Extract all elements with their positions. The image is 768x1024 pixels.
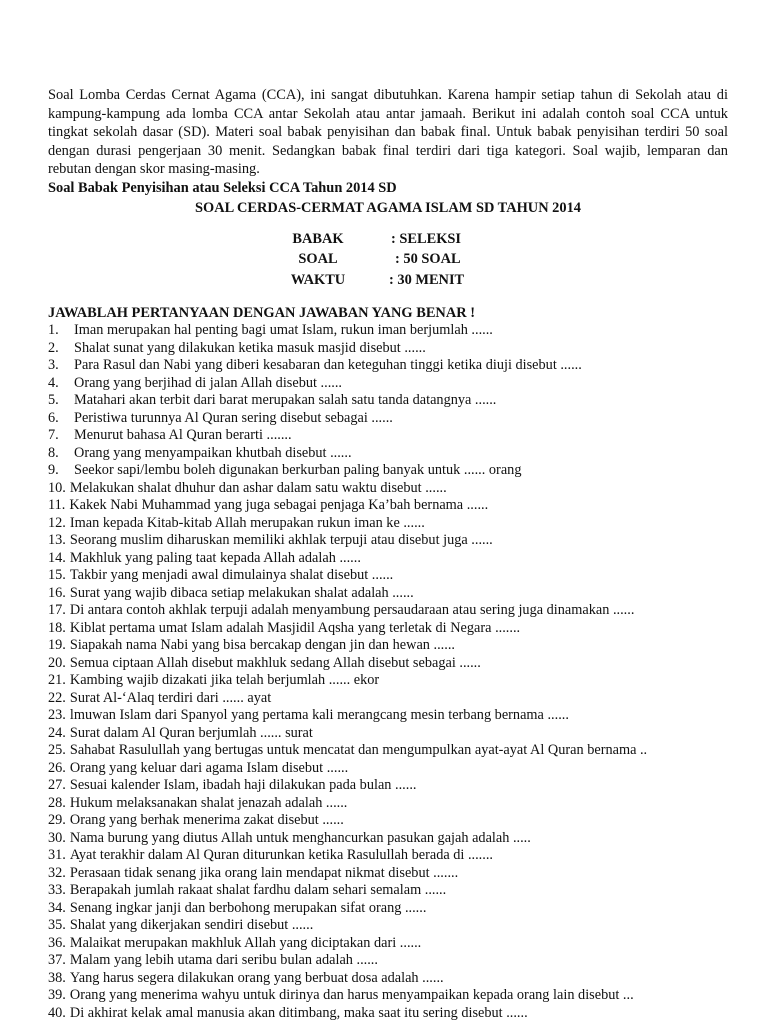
question-item	[48, 602, 728, 620]
question-item	[48, 322, 728, 340]
question-number: 27.	[48, 777, 66, 794]
question-number: 11.	[48, 497, 66, 514]
question-text: Surat yang wajib dibaca setiap melakukan shalat adalah ......	[69, 584, 414, 601]
question-number: 19.	[48, 637, 66, 654]
question-number: 18.	[48, 619, 66, 636]
question-text: Kakek Nabi Muhammad yang juga sebagai penjaga Ka’bah bernama ......	[69, 497, 489, 514]
question-item	[48, 917, 728, 935]
question-text: Peristiwa turunnya Al Quran sering disebut sebagai ......	[74, 409, 393, 426]
intro-line: untuk tingkat sekolah dasar (SD). Materi soal babak penyisihan dan babak final. Untuk babak penyisihan terdiri	[48, 105, 728, 141]
question-text: Perasaan tidak senang jika orang lain mendapat nikmat disebut .......	[69, 864, 459, 881]
question-number: 5.	[48, 392, 59, 409]
question-item	[48, 952, 728, 970]
question-text: Iman kepada Kitab-kitab Allah merupakan rukun iman ke ......	[69, 514, 425, 531]
question-text: Sesuai kalender Islam, ibadah haji dilakukan pada bulan ......	[69, 777, 417, 794]
meta-value: : 30 MENIT	[389, 271, 465, 288]
question-item	[48, 672, 728, 690]
question-item	[48, 550, 728, 568]
question-text: Malam yang lebih utama dari seribu bulan adalah ......	[69, 952, 378, 969]
question-item	[48, 655, 728, 673]
question-item	[48, 865, 728, 883]
question-text: Siapakah nama Nabi yang bisa bercakap dengan jin dan hewan ......	[69, 637, 455, 654]
question-text: Hukum melaksanakan shalat jenazah adalah ......	[69, 794, 348, 811]
question-number: 39.	[48, 987, 66, 1004]
question-number: 15.	[48, 567, 66, 584]
question-text: Sahabat Rasulullah yang bertugas untuk mencatat dan mengumpulkan ayat-ayat Al Quran bernama ..	[69, 742, 648, 759]
question-list	[48, 322, 728, 1022]
question-number: 14.	[48, 549, 66, 566]
question-number: 12.	[48, 514, 66, 531]
question-text: Orang yang menerima wahyu untuk dirinya dan harus menyampaikan kepada orang lain disebut ...	[69, 987, 634, 1004]
question-item	[48, 725, 728, 743]
intro-line: di kampung-kampung ada lomba CCA antar Sekolah atau antar jamaah. Berikut ini adalah contoh soal CCA	[48, 87, 728, 122]
question-text: Shalat sunat yang dilakukan ketika masuk masjid disebut ......	[74, 339, 426, 356]
meta-label: BABAK	[292, 230, 344, 247]
question-text: Nama burung yang diutus Allah untuk menghancurkan pasukan gajah adalah .....	[69, 829, 531, 846]
question-number: 31.	[48, 847, 66, 864]
question-item	[48, 410, 728, 428]
question-number: 38.	[48, 969, 66, 986]
question-text: Seorang muslim diharuskan memiliki akhlak terpuji atau disebut juga ......	[69, 532, 493, 549]
question-number: 21.	[48, 672, 66, 689]
question-number: 26.	[48, 759, 66, 776]
intro-line: Soal Lomba Cerdas Cernat Agama (CCA), ini sangat dibutuhkan. Karena hampir setiap tahun di Sekolah atau	[48, 87, 717, 103]
question-item	[48, 567, 728, 585]
question-number: 25.	[48, 742, 66, 759]
question-number: 4.	[48, 374, 59, 391]
question-number: 40.	[48, 1004, 66, 1021]
meta-row-babak	[48, 229, 728, 250]
meta-label: SOAL	[298, 251, 338, 268]
question-item	[48, 690, 728, 708]
question-item	[48, 585, 728, 603]
question-text: Yang harus segera dilakukan orang yang berbuat dosa adalah ......	[69, 969, 444, 986]
question-text: Seekor sapi/lembu boleh digunakan berkurban paling banyak untuk ...... orang	[74, 462, 522, 479]
question-text: Orang yang berhak menerima zakat disebut ......	[69, 812, 344, 829]
intro-line: 50 soal dengan durasi pengerjaan 30 menit. Sedangkan babak final terdiri dari tiga kategori. Soal wajib,	[48, 124, 728, 159]
question-item	[48, 760, 728, 778]
question-number: 33.	[48, 882, 66, 899]
meta-row-soal	[48, 249, 728, 270]
question-number: 34.	[48, 899, 66, 916]
meta-row-waktu	[48, 270, 728, 291]
question-text: lmuwan Islam dari Spanyol yang pertama kali merangcang mesin terbang bernama ......	[69, 707, 569, 724]
question-number: 32.	[48, 864, 66, 881]
question-number: 9.	[48, 462, 59, 479]
question-number: 2.	[48, 339, 59, 356]
question-item	[48, 515, 728, 533]
question-number: 3.	[48, 357, 59, 374]
question-item	[48, 1005, 728, 1023]
question-item	[48, 987, 728, 1005]
question-text: Orang yang keluar dari agama Islam disebut ......	[69, 759, 349, 776]
question-text: Kambing wajib dizakati jika telah berjumlah ...... ekor	[69, 672, 380, 689]
question-number: 7.	[48, 427, 59, 444]
question-item	[48, 970, 728, 988]
question-item	[48, 620, 728, 638]
exam-meta	[48, 229, 728, 291]
question-item	[48, 392, 728, 410]
question-item	[48, 900, 728, 918]
question-number: 35.	[48, 917, 66, 934]
question-text: Iman merupakan hal penting bagi umat Islam, rukun iman berjumlah ......	[74, 322, 493, 339]
question-number: 23.	[48, 707, 66, 724]
question-number: 20.	[48, 654, 66, 671]
question-number: 36.	[48, 934, 66, 951]
question-number: 6.	[48, 409, 59, 426]
meta-value: : SELEKSI	[391, 230, 461, 247]
question-number: 16.	[48, 584, 66, 601]
question-item	[48, 812, 728, 830]
question-item	[48, 532, 728, 550]
question-number: 24.	[48, 724, 66, 741]
question-item	[48, 375, 728, 393]
document-page	[48, 86, 728, 1022]
document-title: SOAL CERDAS-CERMAT AGAMA ISLAM SD TAHUN 2014	[195, 199, 581, 216]
question-item	[48, 777, 728, 795]
question-text: Ayat terakhir dalam Al Quran diturunkan ketika Rasulullah berada di .......	[69, 847, 493, 864]
question-item	[48, 847, 728, 865]
question-text: Shalat yang dikerjakan sendiri disebut ......	[69, 917, 314, 934]
question-item	[48, 830, 728, 848]
question-text: Orang yang menyampaikan khutbah disebut ......	[74, 444, 352, 461]
question-text: Para Rasul dan Nabi yang diberi kesabaran dan keteguhan tinggi ketika diuji disebut ......	[74, 357, 582, 374]
question-number: 13.	[48, 532, 66, 549]
question-item	[48, 935, 728, 953]
question-number: 8.	[48, 444, 59, 461]
question-number: 22.	[48, 689, 66, 706]
question-text: Di antara contoh akhlak terpuji adalah menyambung persaudaraan atau sering juga dinamakan ......	[69, 602, 635, 619]
section-subheading: Soal Babak Penyisihan atau Seleksi CCA Tahun 2014 SD	[48, 179, 397, 196]
question-item	[48, 427, 728, 445]
question-text: Surat dalam Al Quran berjumlah ...... surat	[69, 724, 313, 741]
question-text: Di akhirat kelak amal manusia akan ditimbang, maka saat itu sering disebut ......	[69, 1004, 528, 1021]
question-text: Orang yang berjihad di jalan Allah disebut ......	[74, 374, 343, 391]
meta-value: : 50 SOAL	[395, 251, 461, 268]
intro-paragraph	[48, 86, 728, 179]
question-item	[48, 742, 728, 760]
question-item	[48, 480, 728, 498]
question-number: 29.	[48, 812, 66, 829]
question-text: Semua ciptaan Allah disebut makhluk sedang Allah disebut sebagai ......	[69, 654, 481, 671]
question-number: 28.	[48, 794, 66, 811]
question-number: 30.	[48, 829, 66, 846]
question-text: Melakukan shalat dhuhur dan ashar dalam satu waktu disebut ......	[69, 479, 447, 496]
question-item	[48, 445, 728, 463]
question-text: Senang ingkar janji dan berbohong merupakan sifat orang ......	[69, 899, 427, 916]
question-text: Makhluk yang paling taat kepada Allah adalah ......	[69, 549, 361, 566]
question-text: Surat Al-‘Alaq terdiri dari ...... ayat	[69, 689, 272, 706]
question-text: Menurut bahasa Al Quran berarti .......	[74, 427, 292, 444]
question-text: Matahari akan terbit dari barat merupakan salah satu tanda datangnya ......	[74, 392, 497, 409]
meta-label: WAKTU	[290, 271, 346, 288]
question-item	[48, 882, 728, 900]
question-item	[48, 707, 728, 725]
question-text: Kiblat pertama umat Islam adalah Masjidil Aqsha yang terletak di Negara .......	[69, 619, 521, 636]
question-item	[48, 795, 728, 813]
question-number: 37.	[48, 952, 66, 969]
question-number: 1.	[48, 322, 59, 339]
question-text: Malaikat merupakan makhluk Allah yang diciptakan dari ......	[69, 934, 422, 951]
question-item	[48, 462, 728, 480]
question-item	[48, 497, 728, 515]
question-item	[48, 637, 728, 655]
question-number: 17.	[48, 602, 66, 619]
question-item	[48, 357, 728, 375]
question-text: Berapakah jumlah rakaat shalat fardhu dalam sehari semalam ......	[69, 882, 447, 899]
instruction-heading: JAWABLAH PERTANYAAN DENGAN JAWABAN YANG BENAR !	[48, 305, 475, 322]
question-number: 10.	[48, 479, 66, 496]
question-text: Takbir yang menjadi awal dimulainya shalat disebut ......	[69, 567, 394, 584]
question-item	[48, 340, 728, 358]
intro-line: lemparan dan rebutan dengan skor masing-masing.	[48, 142, 728, 178]
